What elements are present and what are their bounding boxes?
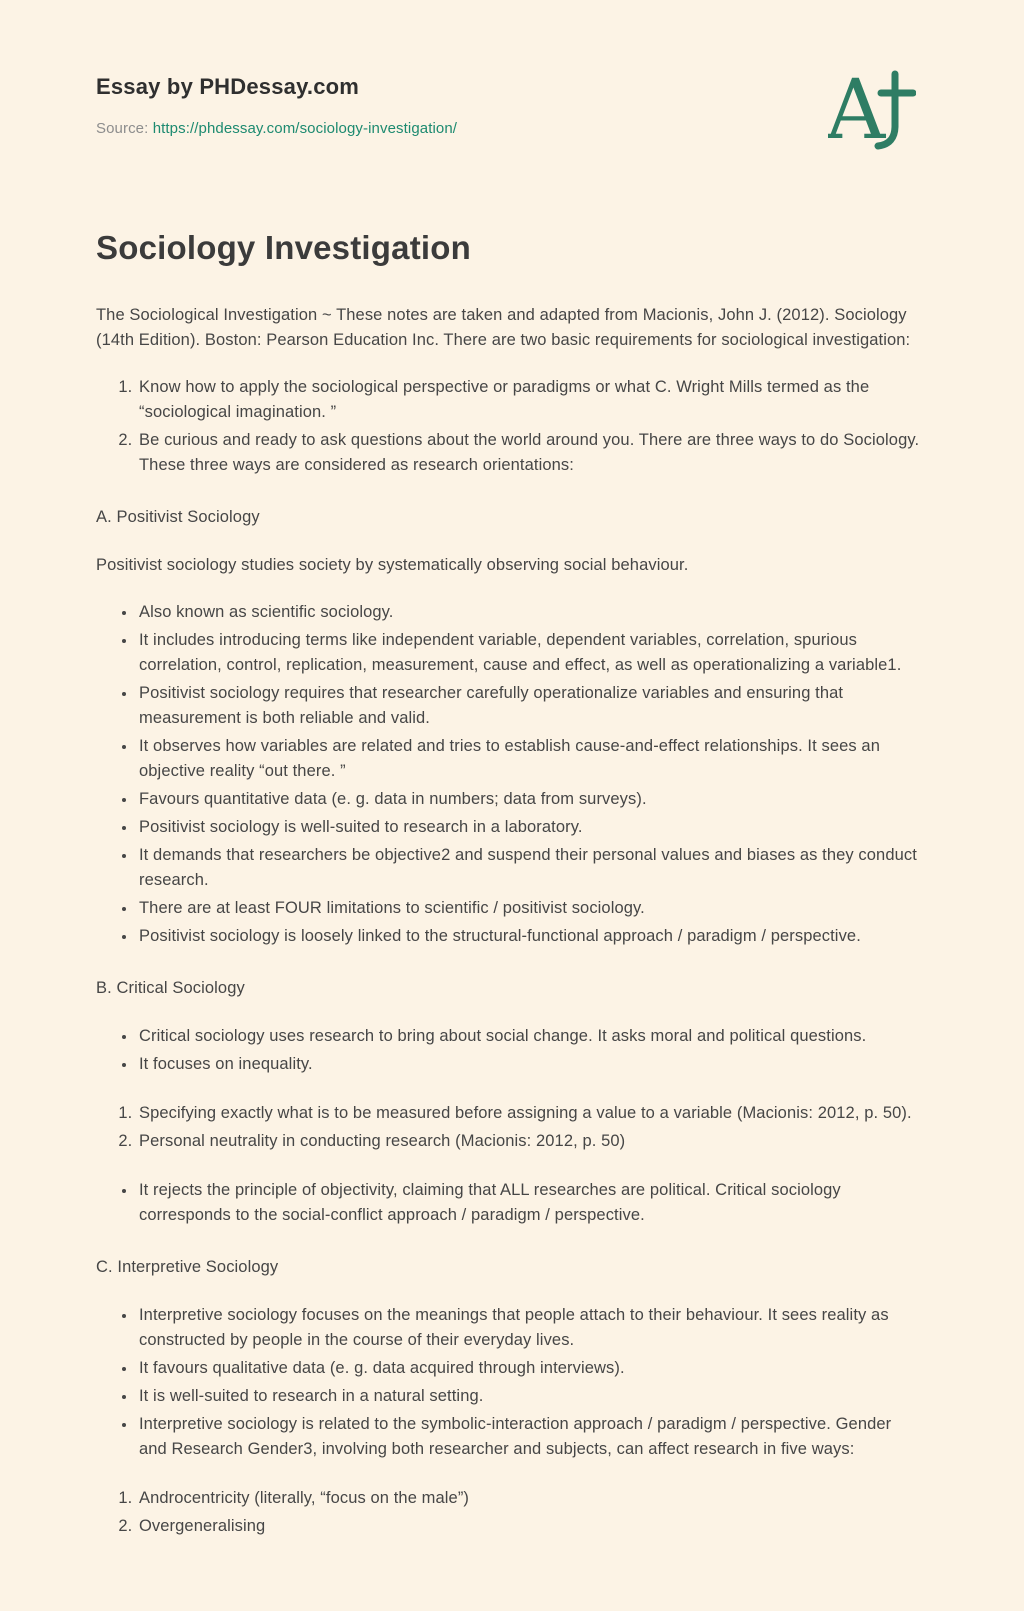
list-item: • Positivist sociology is loosely linked to the structural-functional approach / paradigm / perspective. [137, 924, 920, 949]
list-item: • Interpretive sociology is related to the symbolic-interaction approach / paradigm / perspective. Gender and Research Gender3, involving both researcher and subjects, can affect research in five ways: [137, 1412, 920, 1462]
requirements-list [96, 375, 920, 478]
list-item: • Interpretive sociology focuses on the meanings that people attach to their behaviour. It sees reality as constructed by people in the course of their everyday lives. [137, 1303, 920, 1353]
list-item: • Critical sociology uses research to bring about social change. It asks moral and political questions. [137, 1024, 920, 1049]
list-item: 1. Androcentricity (literally, “focus on the male”) [137, 1486, 920, 1511]
list-item: 1. Know how to apply the sociological perspective or paradigms or what C. Wright Mills termed as the “sociological imagination. ” [137, 375, 920, 425]
page-title: Sociology Investigation [96, 229, 471, 266]
section-heading-b: B. Critical Sociology [96, 979, 245, 997]
list-item: • It rejects the principle of objectivity, claiming that ALL researches are political. Critical sociology corresponds to the social-conflict approach / paradigm / perspective. [137, 1178, 920, 1228]
list-item: • It is well-suited to research in a natural setting. [137, 1384, 920, 1409]
a-plus-logo-icon [828, 68, 916, 154]
page-header [96, 68, 920, 159]
list-item: 1. Specifying exactly what is to be measured before assigning a value to a variable (Macionis: 2012, p. 50). [137, 1101, 920, 1126]
section-heading-c: C. Interpretive Sociology [96, 1258, 279, 1276]
section-b-numbered [96, 1101, 920, 1154]
list-item: • There are at least FOUR limitations to scientific / positivist sociology. [137, 896, 920, 921]
section-heading-a: A. Positivist Sociology [96, 508, 260, 526]
section-b-bullets [96, 1024, 920, 1077]
source-link[interactable]: https://phdessay.com/sociology-investigation/ [152, 120, 458, 137]
header-text-block [96, 74, 457, 137]
section-a-bullets [96, 600, 920, 949]
list-item: 2. Overgeneralising [137, 1514, 920, 1539]
list-item: • It observes how variables are related and tries to establish cause-and-effect relationships. It sees an objective reality “out there. ” [137, 734, 920, 784]
section-b-bullets-2 [96, 1178, 920, 1228]
list-item: 2. Be curious and ready to ask questions about the world around you. There are three ways to do Sociology. These three ways are considered as research orientations: [137, 428, 920, 478]
site-title: Essay by PHDessay.com [96, 74, 360, 99]
list-item: • Positivist sociology requires that researcher carefully operationalize variables and ensuring that measurement is both reliable and valid. [137, 681, 920, 731]
source-label: Source: [96, 120, 149, 137]
list-item: • It focuses on inequality. [137, 1052, 920, 1077]
list-item: • Favours quantitative data (e. g. data in numbers; data from surveys). [137, 787, 920, 812]
section-a-lead: Positivist sociology studies society by systematically observing social behaviour. [96, 556, 689, 574]
list-item: • It demands that researchers be objective2 and suspend their personal values and biases as they conduct research. [137, 843, 920, 893]
list-item: • It favours qualitative data (e. g. data acquired through interviews). [137, 1356, 920, 1381]
list-item: • Also known as scientific sociology. [137, 600, 920, 625]
svg-text:A: A [828, 68, 886, 154]
phdessay-logo [828, 68, 916, 159]
list-item: 2. Personal neutrality in conducting research (Macionis: 2012, p. 50) [137, 1129, 920, 1154]
intro-paragraph: The Sociological Investigation ~ These notes are taken and adapted from Macionis, John J. (2012). Sociology (14th Edition). Boston: Pearson Education Inc. There are two basic requirements for sociological investigation: [96, 306, 911, 349]
list-item: • Positivist sociology is well-suited to research in a laboratory. [137, 815, 920, 840]
section-c-bullets [96, 1303, 920, 1462]
list-item: • It includes introducing terms like independent variable, dependent variables, correlation, spurious correlation, control, replication, measurement, cause and effect, as well as operationalizing a variable1. [137, 628, 920, 678]
source-line [96, 120, 457, 137]
section-c-numbered [96, 1486, 920, 1539]
